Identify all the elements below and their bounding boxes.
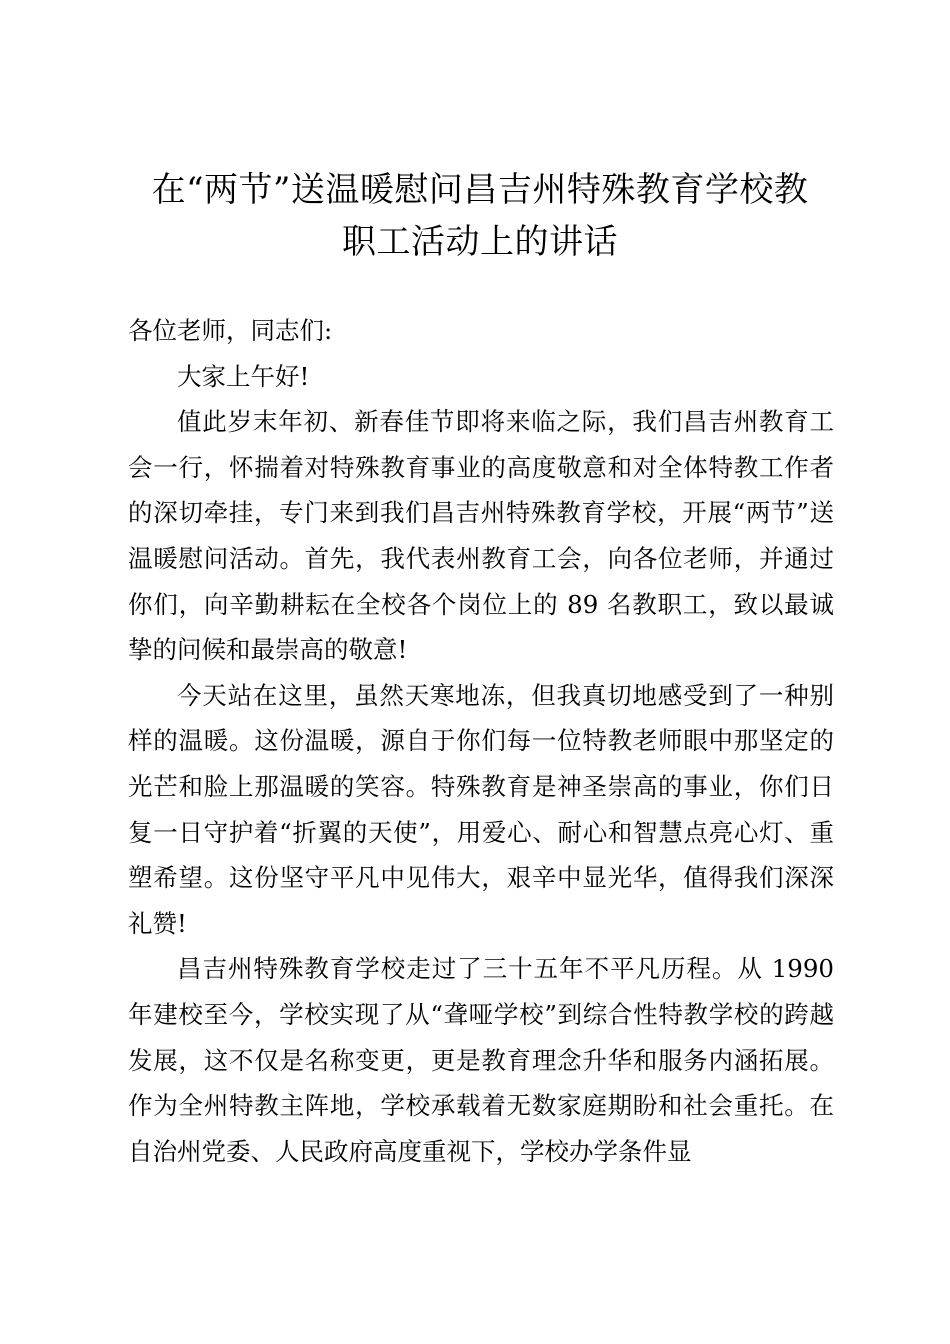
title-line-1: 在“两节”送温暖慰问昌吉州特殊教育学校教 bbox=[151, 170, 809, 210]
paragraph-1: 值此岁末年初、新春佳节即将来临之际，我们昌吉州教育工会一行，怀揣着对特殊教育事业的高度敬意和对全体特教工作者的深切牵挂，专门来到我们昌吉州特殊教育学校，开展“两节”送温暖慰问活动。首先，我代表州教育工会，向各位老师，并通过你们，向辛勤耕耘在全校各个岗位上的 89 名教职工，致以最诚挚的问候和最崇高的敬意! bbox=[128, 407, 834, 665]
document-body bbox=[128, 308, 834, 1174]
salutation: 各位老师，同志们: bbox=[128, 316, 333, 345]
title-line-2: 职工活动上的讲话 bbox=[342, 222, 618, 262]
paragraph-2: 今天站在这里，虽然天寒地冻，但我真切地感受到了一种别样的温暖。这份温暖，源自于你们每一位特教老师眼中那坚定的光芒和脸上那温暖的笑容。特殊教育是神圣崇高的事业，你们日复一日守护着“折翼的天使”，用爱心、耐心和智慧点亮心灯、重塑希望。这份坚守平凡中见伟大，艰辛中显光华，值得我们深深礼赞! bbox=[128, 680, 834, 938]
document-title bbox=[110, 164, 850, 268]
paragraph-3: 昌吉州特殊教育学校走过了三十五年不平凡历程。从 1990 年建校至今，学校实现了从“聋哑学校”到综合性特教学校的跨越发展，这不仅是名称变更，更是教育理念升华和服务内涵拓展。作为全州特教主阵地，学校承载着无数家庭期盼和社会重托。在自治州党委、人民政府高度重视下，学校办学条件显 bbox=[128, 954, 834, 1166]
greeting: 大家上午好! bbox=[177, 361, 310, 391]
